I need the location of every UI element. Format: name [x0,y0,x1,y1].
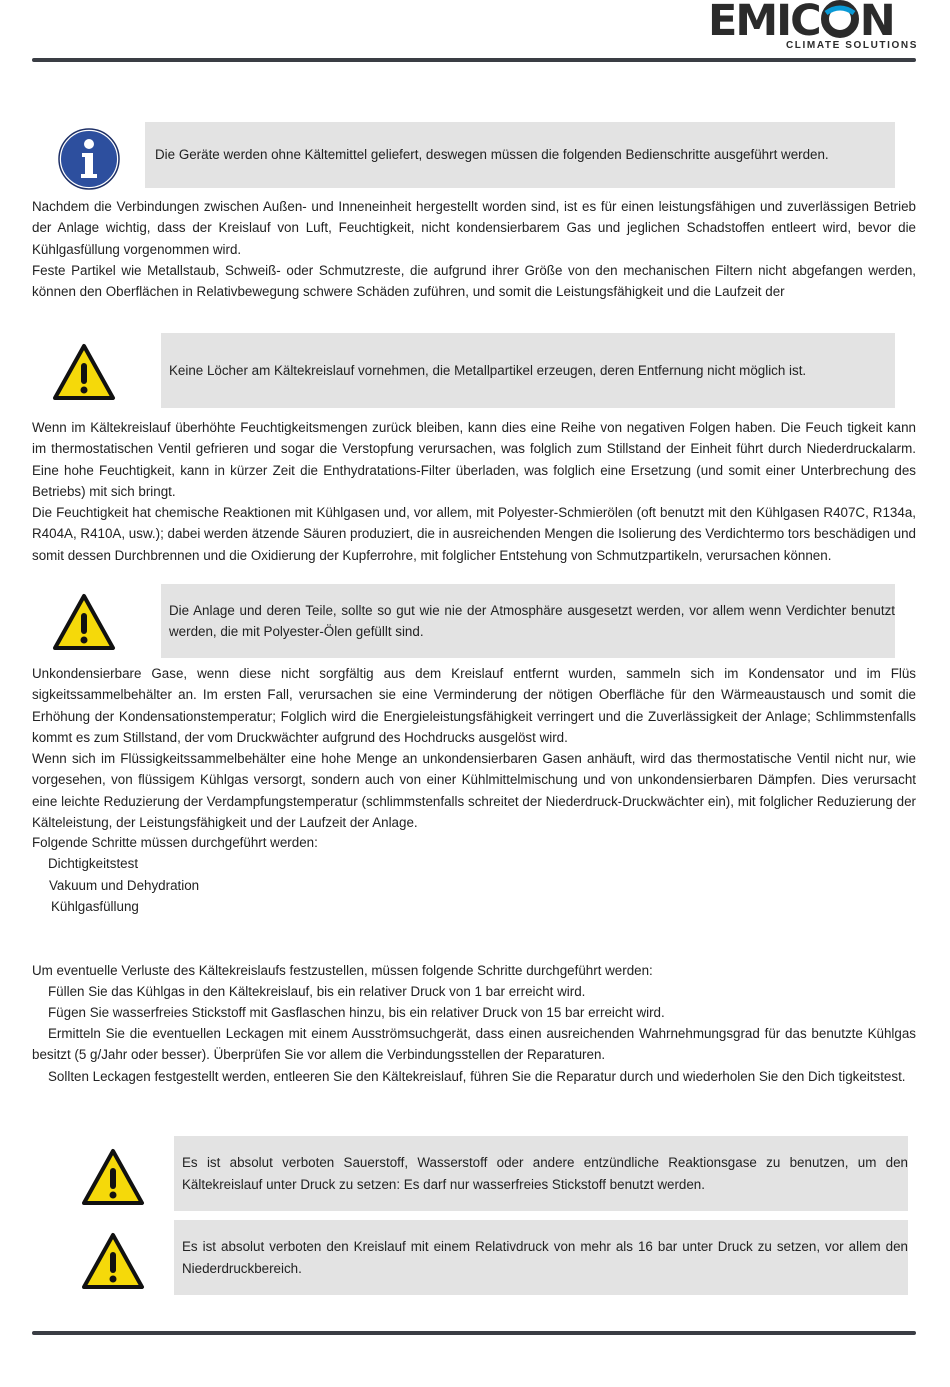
paragraph-4: Die Feuchtigkeit hat chemische Reaktionen mit Kühlgasen und, vor allem, mit Polyester-Schmierölen (oft benutzt mit den Kühlgasen R407C, R134a, R404A, R410A, usw.); dabei werden ätzende Säuren produziert, die in ausreichenden Mengen die Isolierung des Verdichtermo tors beschädigen und somit dessen Durchbrennen und die Oxidierung der Kupferrohre, mit folglicher Entstehung von Schmutzpartikeln, verursachen können. [32,505,916,563]
warning-icon [81,1232,145,1295]
info-icon [58,128,120,195]
warning-text-2: Die Anlage und deren Teile, sollte so gut wie nie der Atmosphäre ausgesetzt werden, vor allem wenn Verdichter benutzt werden, die mit Polyester-Ölen gefüllt sind. [169,602,895,639]
info-note-text: Die Geräte werden ohne Kältemittel geliefert, deswegen müssen die folgenden Bedienschritte ausgeführt werden. [155,147,829,163]
warning-text-1: Keine Löcher am Kältekreislauf vornehmen, die Metallpartikel erzeugen, deren Entfernung nicht möglich ist. [169,362,807,378]
info-note-box [145,122,895,188]
warning-box-2 [161,584,895,658]
leak-test-intro: Um eventuelle Verluste des Kältekreislaufs festzustellen, müssen folgende Schritte durchgeführt werden: [32,963,653,978]
logo-o-icon [820,0,860,35]
warning-text-4: Es ist absolut verboten den Kreislauf mit einem Relativdruck von mehr als 16 bar unter Druck zu setzen, vor allem den Niederdruckbereich. [182,1239,908,1276]
warning-icon [81,1148,145,1211]
header-rule [32,58,916,62]
step-item: Vakuum und Dehydration [49,878,200,893]
warning-icon [52,343,116,406]
warning-box-4 [174,1220,908,1295]
paragraph-1: Nachdem die Verbindungen zwischen Außen- und Inneneinheit hergestellt worden sind, ist es für einen leistungsfähigen und zuverlässigen Betrieb der Anlage wichtig, dass der Kreislauf von Luft, Feuchtigkeit, nicht kondensierbarem Gas und jeglichen Schadstoffen entleert wird, bevor die Kühlgasfüllung vorgenommen wird. [32,199,916,257]
step-item: Kühlgasfüllung [51,899,139,914]
paragraph-3: Wenn im Kältekreislauf überhöhte Feuchtigkeitsmengen zurück bleiben, kann dies eine Reihe von negativen Folgen haben. Die Feuch tigkeit kann im thermostatischen Ventil gefrieren und sogar die Verstopfung verursachen, was folglich zum Stillstand der Einheit führt durch Niederdruckalarm. Eine hohe Feuchtigkeit, kann in kürzer Zeit die Enthydratations-Filter überladen, was folglich eine Ersetzung (und somit einer Unterbrechung des Betriebs) mit sich bringt. [32,420,916,500]
footer-rule [32,1331,916,1335]
logo-tagline: CLIMATE SOLUTIONS [785,40,918,51]
step-item: Dichtigkeitstest [48,856,139,871]
leak-test-step-3: Ermitteln Sie die eventuellen Leckagen mit einem Ausströmsuchgerät, dass einen ausreichenden Wahrnehmungsgrad für das benutzte Kühlgas besitzt (5 g/Jahr oder besser). Überprüfen Sie vor allem die Verbindungsstellen der Reparaturen. [32,1026,916,1063]
logo-wordmark: EMIC N [708,0,894,46]
paragraph-5: Unkondensierbare Gase, wenn diese nicht sorgfältig aus dem Kreislauf entfernt wurden, sammeln sich im Kondensator und im Flüs sigkeitssammelbehälter an. Im ersten Fall, verursachen sie eine Verminderung der nötigen Oberfläche für den Wärmeaustausch und somit die Erhöhung der Kondensationstemperatur; Folglich wird die Energieleistungsfähigkeit verringert und die Zuverlässigkeit der Anlage; Schlimmstenfalls kommt es zum Stillstand, der vom Druckwächter aufgrund des Hochdrucks ausgelöst wird. [32,666,916,746]
paragraph-6: Wenn sich im Flüssigkeitssammelbehälter eine hohe Menge an unkondensierbaren Gasen anhäuft, wird das thermostatische Ventil nicht nur, wie vorgesehen, von flüssigem Kühlgas versorgt, sondern auch von einer Kühlmittelmischung und von unkondensierbaren Dämpfen. Dies verursacht eine leichte Reduzierung der Verdampfungstemperatur (schlimmstenfalls schreitet der Niederdruck-Druckwächter ein), mit folglicher Reduzierung der Kälteleistung, der Leistungsfähigkeit und der Laufzeit der Anlage. [32,751,916,831]
steps-intro: Folgende Schritte müssen durchgeführt werden: [32,835,318,850]
warning-text-3: Es ist absolut verboten Sauerstoff, Wasserstoff oder andere entzündliche Reaktionsgase zu benutzen, um den Kältekreislauf unter Druck zu setzen: Es darf nur wasserfreies Stickstoff benutzt werden. [182,1155,908,1192]
emicon-logo [708,0,920,54]
warning-icon [52,593,116,656]
leak-test-step-4: Sollten Leckagen festgestellt werden, entleeren Sie den Kältekreislauf, führen Sie die Reparatur durch und wiederholen Sie den Dich tigkeitstest. [48,1069,906,1084]
leak-test-step-1: Füllen Sie das Kühlgas in den Kältekreislauf, bis ein relativer Druck von 1 bar erreicht wird. [48,984,586,999]
warning-box-3 [174,1136,908,1211]
leak-test-step-2: Fügen Sie wasserfreies Stickstoff mit Gasflaschen hinzu, bis ein relativer Druck von 15 bar erreicht wird. [48,1005,665,1020]
paragraph-2: Feste Partikel wie Metallstaub, Schweiß- oder Schmutzreste, die aufgrund ihrer Größe von den mechanischen Filtern nicht abgefangen werden, können den Oberflächen in Relativbewegung schwere Schäden zuführen, und somit die Leistungsfähigkeit und die Laufzeit der [32,263,916,300]
warning-box-1 [161,333,895,408]
